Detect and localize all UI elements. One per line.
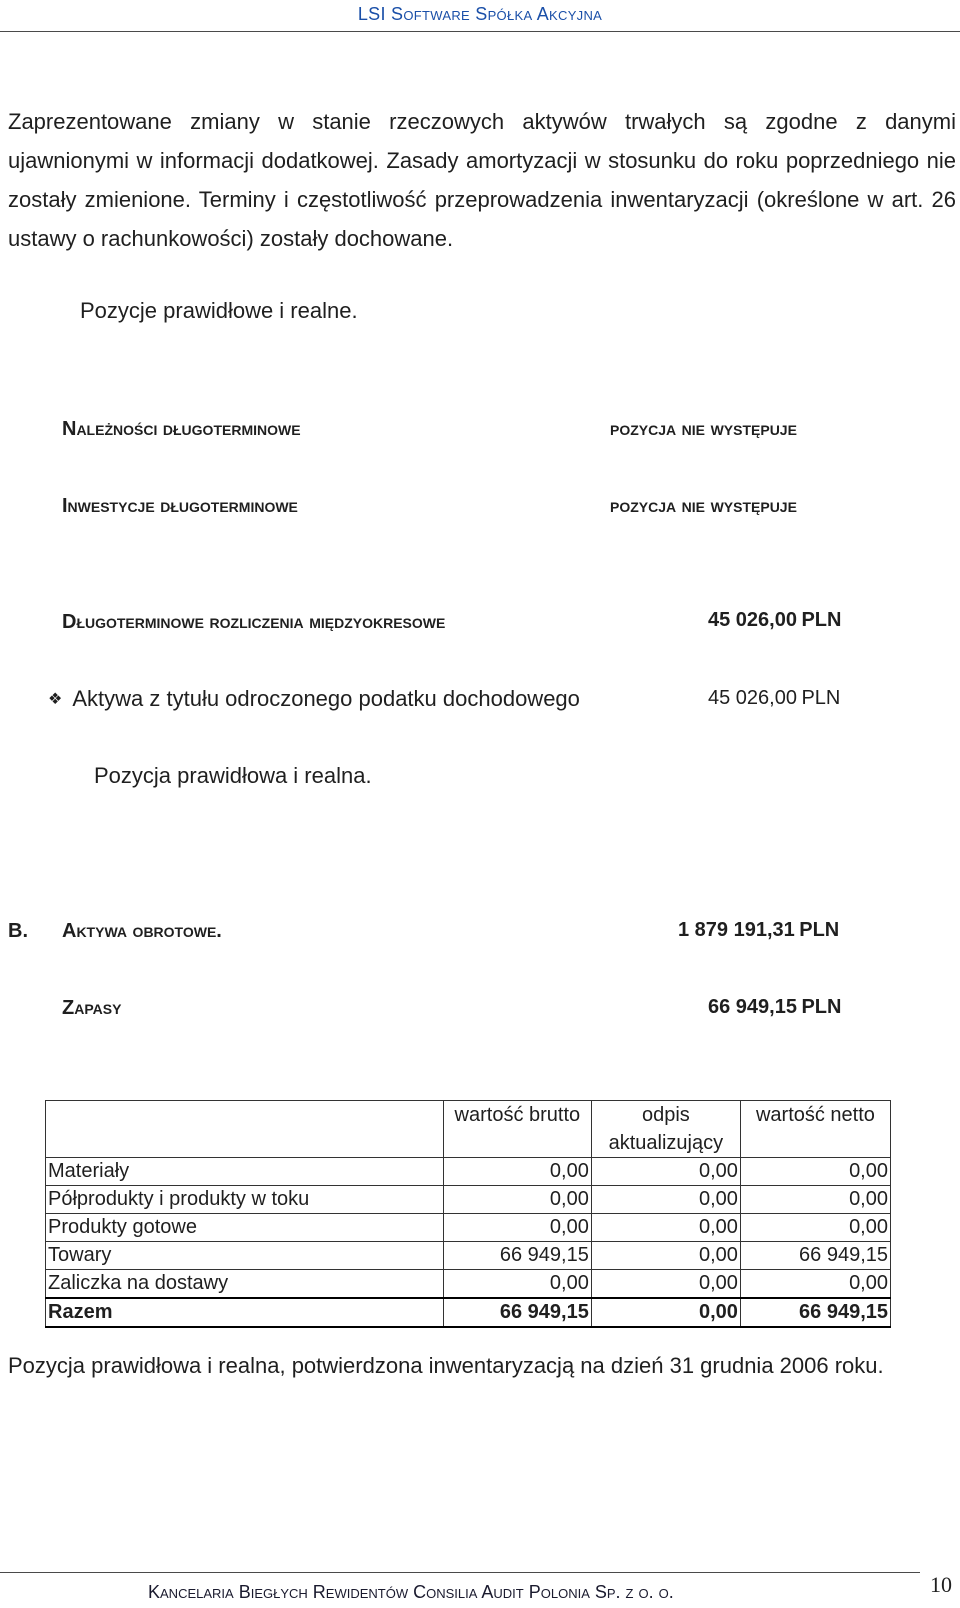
note-positions-valid: Pozycje prawidłowe i realne. [80,298,358,323]
table-header-cell: wartość brutto [443,1101,591,1158]
deferred-tax-currency: PLN [801,687,841,709]
current-assets-label: Aktywa obrotowe. [62,920,222,942]
table-header-cell: odpis aktualizujący [591,1101,740,1158]
note-inventory-confirmed: Pozycja prawidłowa i realna, potwierdzona inwentaryzacją na dzień 31 grudnia 2006 roku. [8,1353,884,1378]
table-row [46,1186,891,1214]
table-total-cell: 0,00 [591,1298,740,1327]
receivables-label: Należności długoterminowe [62,418,301,440]
current-assets-value [678,919,839,942]
table-cell: Produkty gotowe [46,1214,444,1242]
page-number: 10 [930,1572,952,1597]
table-total-cell: Razem [46,1298,444,1327]
table-cell: 0,00 [443,1186,591,1214]
table-cell: 0,00 [740,1214,890,1242]
table-total-cell: 66 949,15 [443,1298,591,1327]
inventory-currency: PLN [801,996,842,1018]
table-cell: 0,00 [443,1214,591,1242]
inventory-amount: 66 949,15 [708,996,797,1018]
table-cell: 0,00 [443,1158,591,1186]
table-cell: 0,00 [591,1242,740,1270]
table-total-cell: 66 949,15 [740,1298,890,1327]
table-cell: 0,00 [740,1270,890,1299]
table-header-cell [46,1101,444,1158]
page-footer: Kancelaria Biegłych Rewidentów Consilia Audit Polonia Sp. z o. o. [148,1582,674,1602]
accruals-label: Długoterminowe rozliczenia międzyokresowe [62,611,446,633]
bullet-icon: ❖ [48,691,63,708]
table-header-row [46,1101,891,1158]
table-cell: 0,00 [591,1186,740,1214]
deferred-tax-row [48,686,580,712]
current-assets-currency: PLN [799,919,840,941]
deferred-tax-label: Aktywa z tytułu odroczonego podatku dochodowego [72,686,580,711]
accruals-currency: PLN [801,609,842,631]
intro-paragraph: Zaprezentowane zmiany w stanie rzeczowych aktywów trwałych są zgodne z danymi ujawnionymi w informacji dodatkowej. Zasady amortyzacji w stosunku do roku poprzedniego nie zostały zmienione. Terminy i częstotliwość przeprowadzenia inwentaryzacji (określone w art. 26 ustawy o rachunkowości) zostały dochowane. [8,109,956,251]
table-cell: 0,00 [591,1270,740,1299]
table-cell: 0,00 [591,1158,740,1186]
footer-divider [0,1572,920,1573]
table-cell: Towary [46,1242,444,1270]
table-cell: 66 949,15 [740,1242,890,1270]
table-cell: 66 949,15 [443,1242,591,1270]
table-header-cell: wartość netto [740,1101,890,1158]
accruals-amount: 45 026,00 [708,609,797,631]
table-cell: 0,00 [740,1158,890,1186]
table-cell: 0,00 [591,1214,740,1242]
deferred-tax-value [708,687,840,710]
current-assets-amount: 1 879 191,31 [678,919,795,941]
section-letter-b: B. [8,920,28,942]
table-total-row [46,1298,891,1327]
table-row [46,1242,891,1270]
header-divider [0,31,960,32]
table-row [46,1270,891,1299]
table-cell: Półprodukty i produkty w toku [46,1186,444,1214]
inventory-label: Zapasy [62,997,122,1019]
table-row [46,1214,891,1242]
deferred-tax-amount: 45 026,00 [708,687,797,709]
inventory-value [708,996,841,1019]
receivables-value: pozycja nie występuje [610,418,797,440]
investments-label: Inwestycje długoterminowe [62,495,298,517]
table-cell: Zaliczka na dostawy [46,1270,444,1299]
accruals-value [708,609,841,632]
table-row [46,1158,891,1186]
note-position-valid: Pozycja prawidłowa i realna. [94,763,372,788]
page-header: LSI Software Spółka Akcyjna [357,4,603,24]
table-cell: 0,00 [740,1186,890,1214]
table-cell: Materiały [46,1158,444,1186]
investments-value: pozycja nie występuje [610,495,797,517]
inventory-table [45,1100,891,1328]
table-cell: 0,00 [443,1270,591,1299]
